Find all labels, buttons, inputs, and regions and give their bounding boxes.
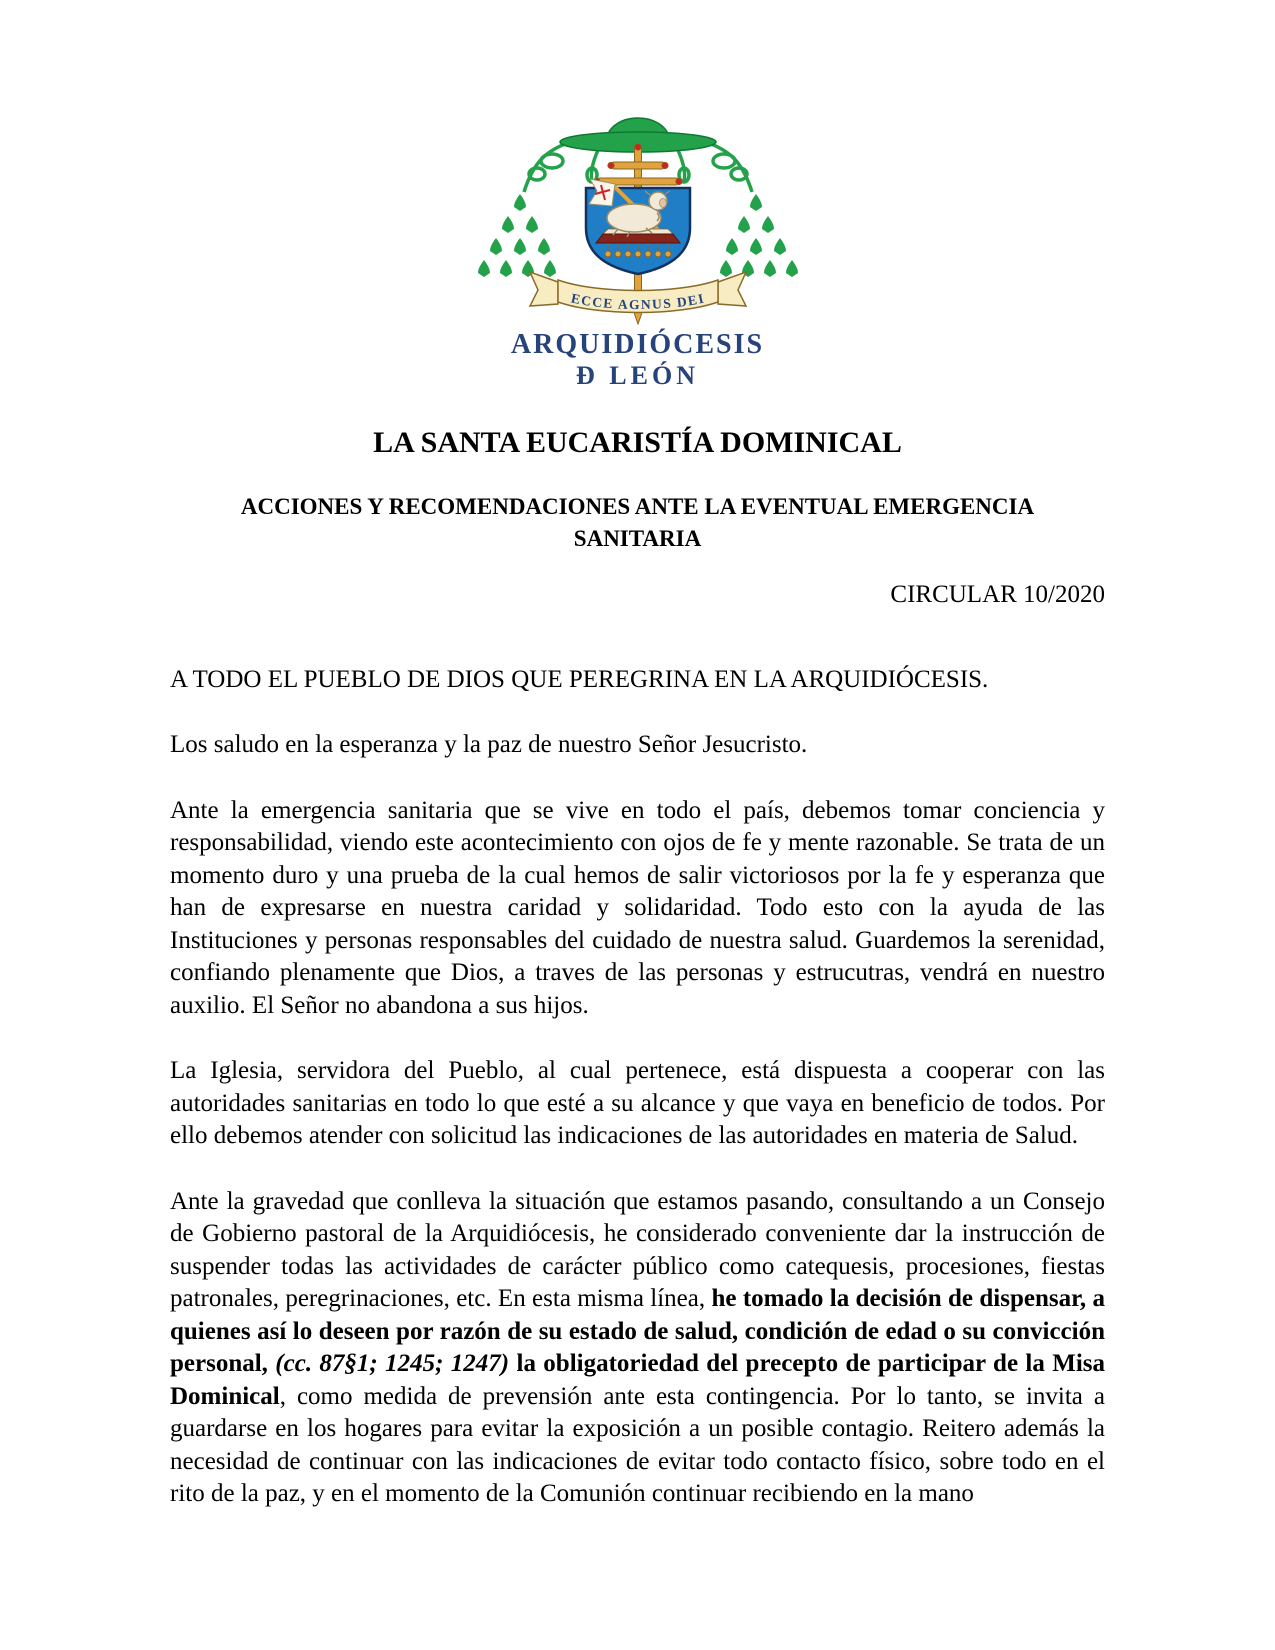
paragraph-emergency [170,795,1105,1023]
lamb-face [659,199,666,208]
text-run: Los saludo en la esperanza y la paz de nuestro Señor Jesucristo. [170,731,808,759]
paragraph-dispensation [170,1186,1105,1511]
document-content [170,425,1105,1511]
organization-name: ARQUIDIÓCESIS [510,329,765,360]
salutation-line: A TODO EL PUEBLO DE DIOS QUE PEREGRINA EN LA ARQUIDIÓCESIS. [170,665,989,693]
text-run: , como medida de prevensión ante esta contingencia. Por lo tanto, se invita a guardarse en los hogares para evitar la exposición a un posible contagio. Reitero además la necesidad de continuar con las indicaciones de evitar todo contacto físico, sobre todo en el rito de la paz, y en el momento de la Comunión continuar recibiendo en la mano [170,1382,1105,1508]
circular-number: CIRCULAR 10/2020 [890,581,1105,609]
letterhead [170,116,1105,391]
coat-of-arms [458,116,818,328]
text-run: La Iglesia, servidora del Pueblo, al cual pertenece, está dispuesta a cooperar con las autoridades sanitarias en todo lo que esté a su alcance y que vaya en beneficio de todos. Por ello debemos atender con solicitud las indicaciones de las autoridades en materia de Salud. [170,1057,1105,1150]
motto-text: ECCE AGNUS DEI [569,290,706,313]
text-run: (cc. 87§1; 1245; 1247) [275,1350,517,1378]
book [596,234,680,243]
paragraph-church-cooperation [170,1055,1105,1153]
document-subtitle: ACCIONES Y RECOMENDACIONES ANTE LA EVENTUAL EMERGENCIA SANITARIA [240,493,1035,551]
text-run: Ante la gravedad que conlleva la situación que estamos pasando, consultando a un Consejo de Gobierno pastoral de la Arquidiócesis, he considerado conveniente dar la instrucción de suspender todas las actividades de carácter público como catequesis, procesiones, fiestas patronales, peregrinaciones, etc. En esta misma línea, [170,1187,1105,1313]
document-body [170,729,1105,1511]
text-run: la obligatoriedad del precepto de participar de la Misa Dominical [170,1350,1105,1410]
text-run: he tomado la decisión de dispensar, a quienes así lo deseen por razón de su estado de salud, condición de edad o su convicción personal, [170,1285,1105,1378]
galero-tassels-right [720,194,798,277]
paragraph-greeting [170,729,1105,762]
text-run: Ante la emergencia sanitaria que se vive en todo el país, debemos tomar conciencia y responsabilidad, viendo este acontecimiento con ojos de fe y mente razonable. Se trata de un momento duro y una prueba de la cual hemos de salir victoriosos por la fe y esperanza que han de expresarse en nuestra caridad y solidaridad. Todo esto con la ayuda de las Instituciones y personas responsables del cuidado de nuestra salud. Guardemos la serenidad, confiando plenamente que Dios, a traves de las personas y estrucutras, vendrá en nuestro auxilio. El Señor no abandona a sus hijos. [170,796,1105,1019]
galero-tassels-left [478,194,556,277]
document-title: LA SANTA EUCARISTÍA DOMINICAL [373,425,902,459]
organization-place: Ð LEÓN [576,360,699,390]
